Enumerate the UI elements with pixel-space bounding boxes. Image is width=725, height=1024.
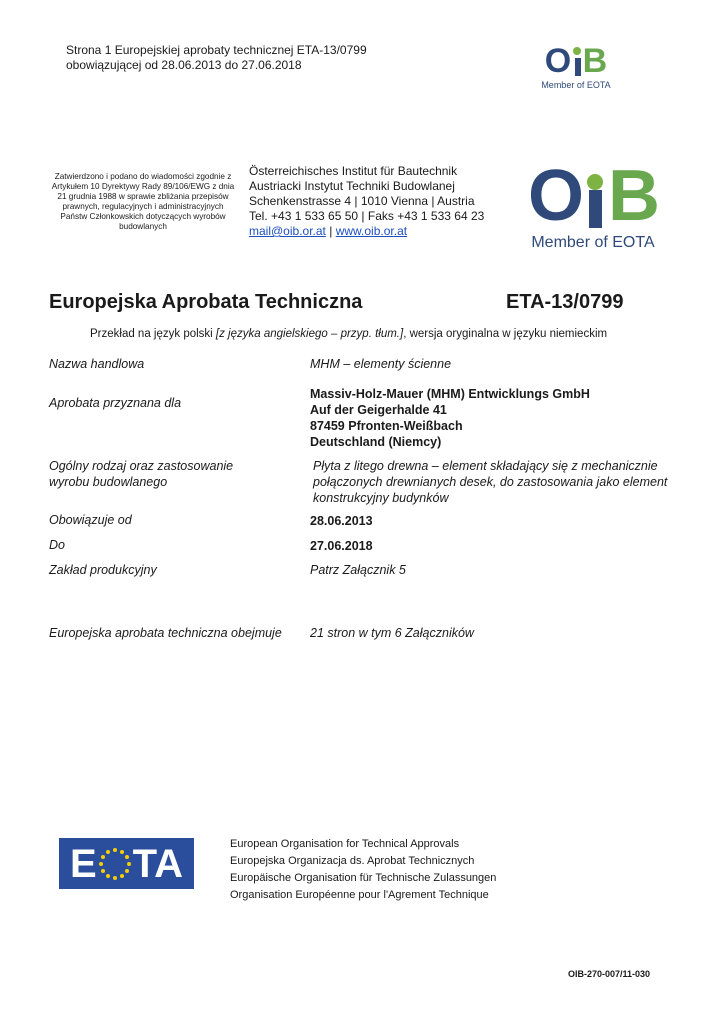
oib-logo-small xyxy=(536,44,616,90)
eota-name-en: European Organisation for Technical Approvals xyxy=(230,838,460,850)
contains-value: 21 stron w tym 6 Załączników xyxy=(310,626,474,640)
footer-code: OIB-270-007/11-030 xyxy=(568,969,651,979)
oib-b-letter: B xyxy=(582,42,608,80)
header-line-2: obowiązującej od 28.06.2013 do 27.06.2018 xyxy=(66,58,302,72)
institute-name-pl: Austriacki Instytut Techniki Budowlanej xyxy=(249,179,455,193)
holder-line: Auf der Geigerhalde 41 xyxy=(310,403,447,417)
holder-line: 87459 Pfronten-Weißbach xyxy=(310,419,463,433)
eta-number: ETA-13/0799 xyxy=(506,291,624,313)
oib-b-letter-large: B xyxy=(608,156,658,236)
eota-names xyxy=(230,836,496,904)
oib-o-letter-large: O xyxy=(527,156,582,236)
holder-line: Massiv-Holz-Mauer (MHM) Entwicklungs GmbH xyxy=(310,387,590,401)
trade-name-label: Nazwa handlowa xyxy=(49,357,145,371)
oib-i-letter xyxy=(572,44,581,78)
use-label: Ogólny rodzaj oraz zastosowanie wyrobu budowlanego xyxy=(49,459,234,489)
plant-value: Patrz Załącznik 5 xyxy=(310,563,406,577)
plant-label: Zakład produkcyjny xyxy=(49,563,157,577)
oib-logo-large xyxy=(522,156,664,252)
contains-label: Europejska aprobata techniczna obejmuje xyxy=(49,626,282,640)
eota-name-fr: Organisation Européenne pour l'Agrement Technique xyxy=(230,889,489,901)
holder-line: Deutschland (Niemcy) xyxy=(310,435,442,449)
eota-name-de: Europäische Organisation für Technische Zulassungen xyxy=(230,872,497,884)
institute-name-de: Österreichisches Institut für Bautechnik xyxy=(249,164,458,178)
link-separator: | xyxy=(329,224,333,238)
header-line-1: Strona 1 Europejskiej aprobaty technicznej ETA-13/0799 xyxy=(66,43,367,57)
eota-logo-ta: TA xyxy=(132,841,184,886)
valid-to-label: Do xyxy=(49,538,65,552)
eota-name-pl: Europejska Organizacja ds. Aprobat Technicznych xyxy=(230,855,475,867)
eota-logo-e: E xyxy=(69,841,97,886)
institute-block xyxy=(249,164,484,239)
valid-from-value: 28.06.2013 xyxy=(310,514,373,528)
use-value: Płyta z litego drewna – element składający się z mechanicznie połączonych drewnianych desek, do zastosowania jako element konstrukcyjny budynków xyxy=(313,459,668,505)
holder-label: Aprobata przyznana dla xyxy=(49,396,182,410)
eu-stars-icon xyxy=(98,847,132,881)
holder-value xyxy=(310,386,590,450)
translation-note: Przekład na język polski [z języka angielskiego – przyp. tłum.], wersja oryginalna w języku niemieckim xyxy=(90,328,608,340)
institute-address: Schenkenstrasse 4 | 1010 Vienna | Austria xyxy=(249,194,475,208)
valid-to-value: 27.06.2018 xyxy=(310,539,373,553)
eota-logo xyxy=(59,838,194,889)
document-title: Europejska Aprobata Techniczna xyxy=(49,291,363,313)
oib-tagline-small: Member of EOTA xyxy=(541,80,611,90)
email-link[interactable]: mail@oib.or.at xyxy=(249,224,326,238)
trade-name-value: MHM – elementy ścienne xyxy=(310,357,452,371)
approval-note: Zatwierdzono i podano do wiadomości zgodnie z Artykułem 10 Dyrektywy Rady 89/106/EWG z dnia 21 grudnia 1988 w sprawie zbliżania przepisów prawnych, regulacyjnych i administracyjnych Państw Członkowskich dotyczących wyrobów budowlanych xyxy=(51,172,235,231)
web-link[interactable]: www.oib.or.at xyxy=(335,224,408,238)
page-header xyxy=(66,43,367,73)
oib-i-letter-large xyxy=(586,172,604,232)
oib-tagline-large: Member of EOTA xyxy=(531,234,655,251)
valid-from-label: Obowiązuje od xyxy=(49,513,132,527)
institute-tel-fax: Tel. +43 1 533 65 50 | Faks +43 1 533 64 23 xyxy=(249,209,485,223)
oib-o-letter: O xyxy=(544,42,572,80)
